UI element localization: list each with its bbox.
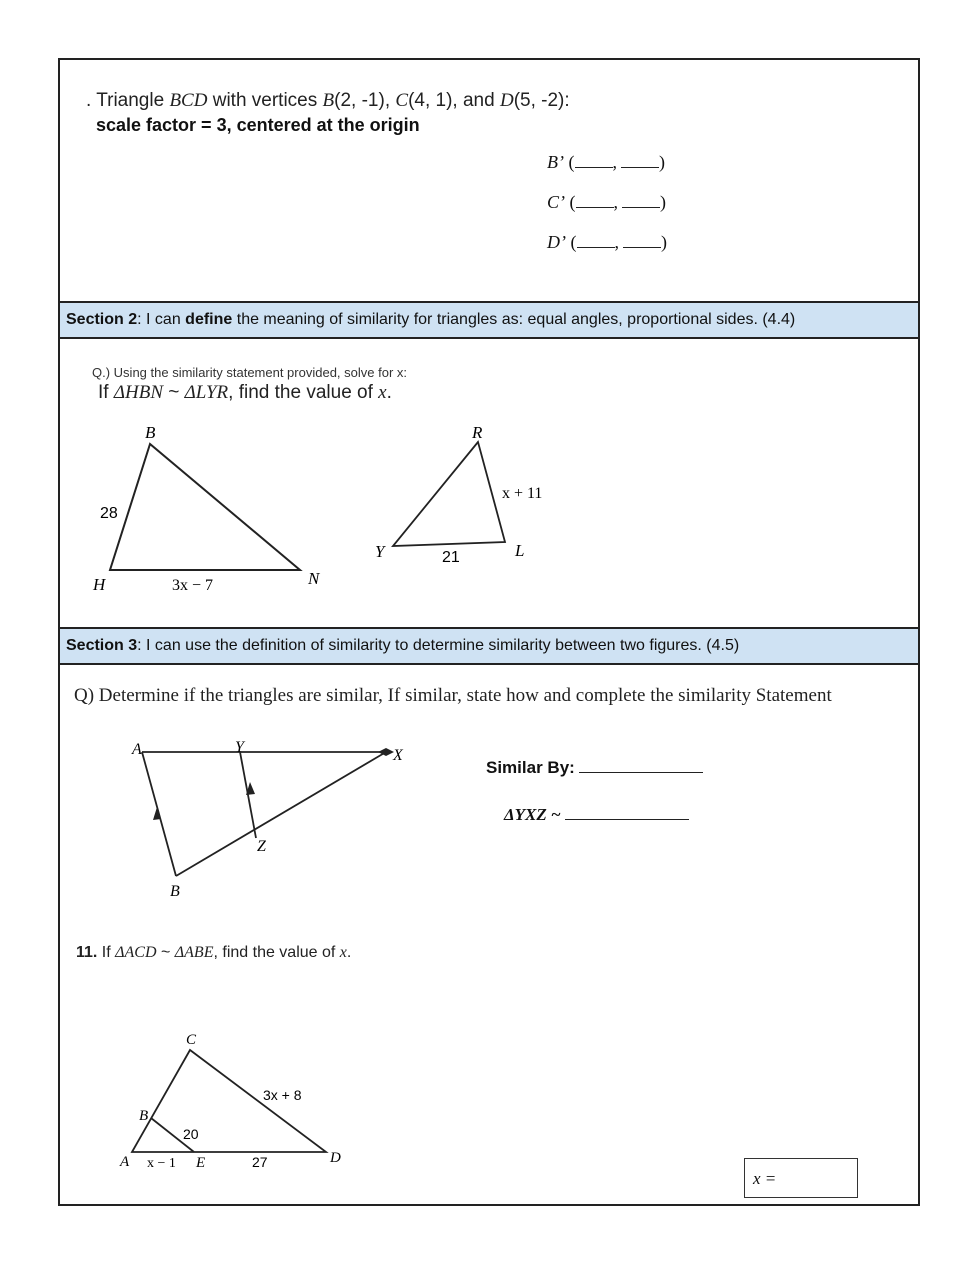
- similar-by-row: Similar By:: [486, 758, 703, 778]
- vertex-a-label: A: [120, 1154, 130, 1170]
- c-prime-y-blank[interactable]: [622, 192, 660, 208]
- answer-d-prime[interactable]: D’ ( , ): [547, 232, 667, 252]
- section1-prompt: . Triangle BCD with vertices B(2, -1), C(4, 1), and D(5, -2):: [86, 90, 570, 111]
- similarity-statement-row: ΔYXZ ~: [504, 805, 689, 825]
- vertex-c-label: C: [186, 1032, 197, 1048]
- vertex-l-label: L: [515, 541, 525, 560]
- vertex-d-label: D: [330, 1150, 341, 1166]
- worksheet-frame: [58, 58, 920, 1206]
- section3-header: Section 3: I can use the definition of similarity to determine similarity between two figures. (4.5): [60, 627, 918, 665]
- side-ed-label: 27: [252, 1154, 268, 1170]
- segment-bx: [176, 752, 386, 876]
- vertex-n-label: N: [308, 569, 320, 588]
- section3-figure: [60, 736, 480, 906]
- side-cd-label: 3x + 8: [263, 1087, 302, 1103]
- side-hb-label: 28: [100, 505, 118, 522]
- vertex-h-label: H: [93, 575, 106, 594]
- answer-b-prime[interactable]: B’ ( , ): [547, 152, 665, 172]
- vertex-r-label: R: [472, 423, 483, 442]
- answer-box-x[interactable]: [744, 1158, 858, 1198]
- section2-header: Section 2: I can define the meaning of similarity for triangles as: equal angles, proportional sides. (4.4): [60, 301, 918, 339]
- vertex-e-label: E: [196, 1155, 206, 1171]
- vertex-b-label: B: [170, 883, 180, 900]
- section2-figures: [60, 420, 918, 630]
- b-prime-x-blank[interactable]: [575, 152, 613, 168]
- section2-question: Q.) Using the similarity statement provided, solve for x:: [92, 365, 408, 380]
- side-hn-label: 3x − 7: [172, 577, 214, 594]
- side-ae-label: x − 1: [147, 1156, 176, 1171]
- vertex-z-label: Z: [257, 838, 266, 855]
- vertex-b-label: B: [145, 423, 156, 442]
- section3-question: Q) Determine if the triangles are similar, If similar, state how and complete the similarity Statement: [74, 685, 832, 706]
- question-11-figure: [60, 1026, 380, 1186]
- side-be-label: 20: [183, 1126, 199, 1142]
- answer-c-prime[interactable]: C’ ( , ): [547, 192, 666, 212]
- similarity-statement-blank[interactable]: [565, 805, 689, 820]
- side-yl-label: 21: [442, 549, 460, 566]
- triangle-lyr: [393, 442, 505, 546]
- vertex-x-label: X: [393, 747, 403, 764]
- vertex-y-label: Y: [235, 739, 244, 756]
- similarity-statement: If ΔHBN ~ ΔLYR, find the value of x.: [98, 382, 392, 403]
- vertex-y-label: Y: [375, 542, 385, 561]
- c-prime-x-blank[interactable]: [576, 192, 614, 208]
- answer-box-label: x =: [753, 1169, 777, 1188]
- vertex-a-label: A: [132, 741, 142, 758]
- similar-by-blank[interactable]: [579, 758, 703, 773]
- vertex-b-label: B: [139, 1108, 149, 1124]
- triangle-hbn: [110, 444, 300, 570]
- b-prime-y-blank[interactable]: [621, 152, 659, 168]
- d-prime-x-blank[interactable]: [577, 232, 615, 248]
- segment-yz: [240, 752, 256, 838]
- side-rl-label: x + 11: [502, 485, 543, 502]
- parallel-arrow-ab: [153, 807, 161, 820]
- d-prime-y-blank[interactable]: [623, 232, 661, 248]
- scale-factor-line: scale factor = 3, centered at the origin: [96, 115, 420, 135]
- question-11: 11. If ΔACD ~ ΔABE, find the value of x.: [76, 944, 352, 961]
